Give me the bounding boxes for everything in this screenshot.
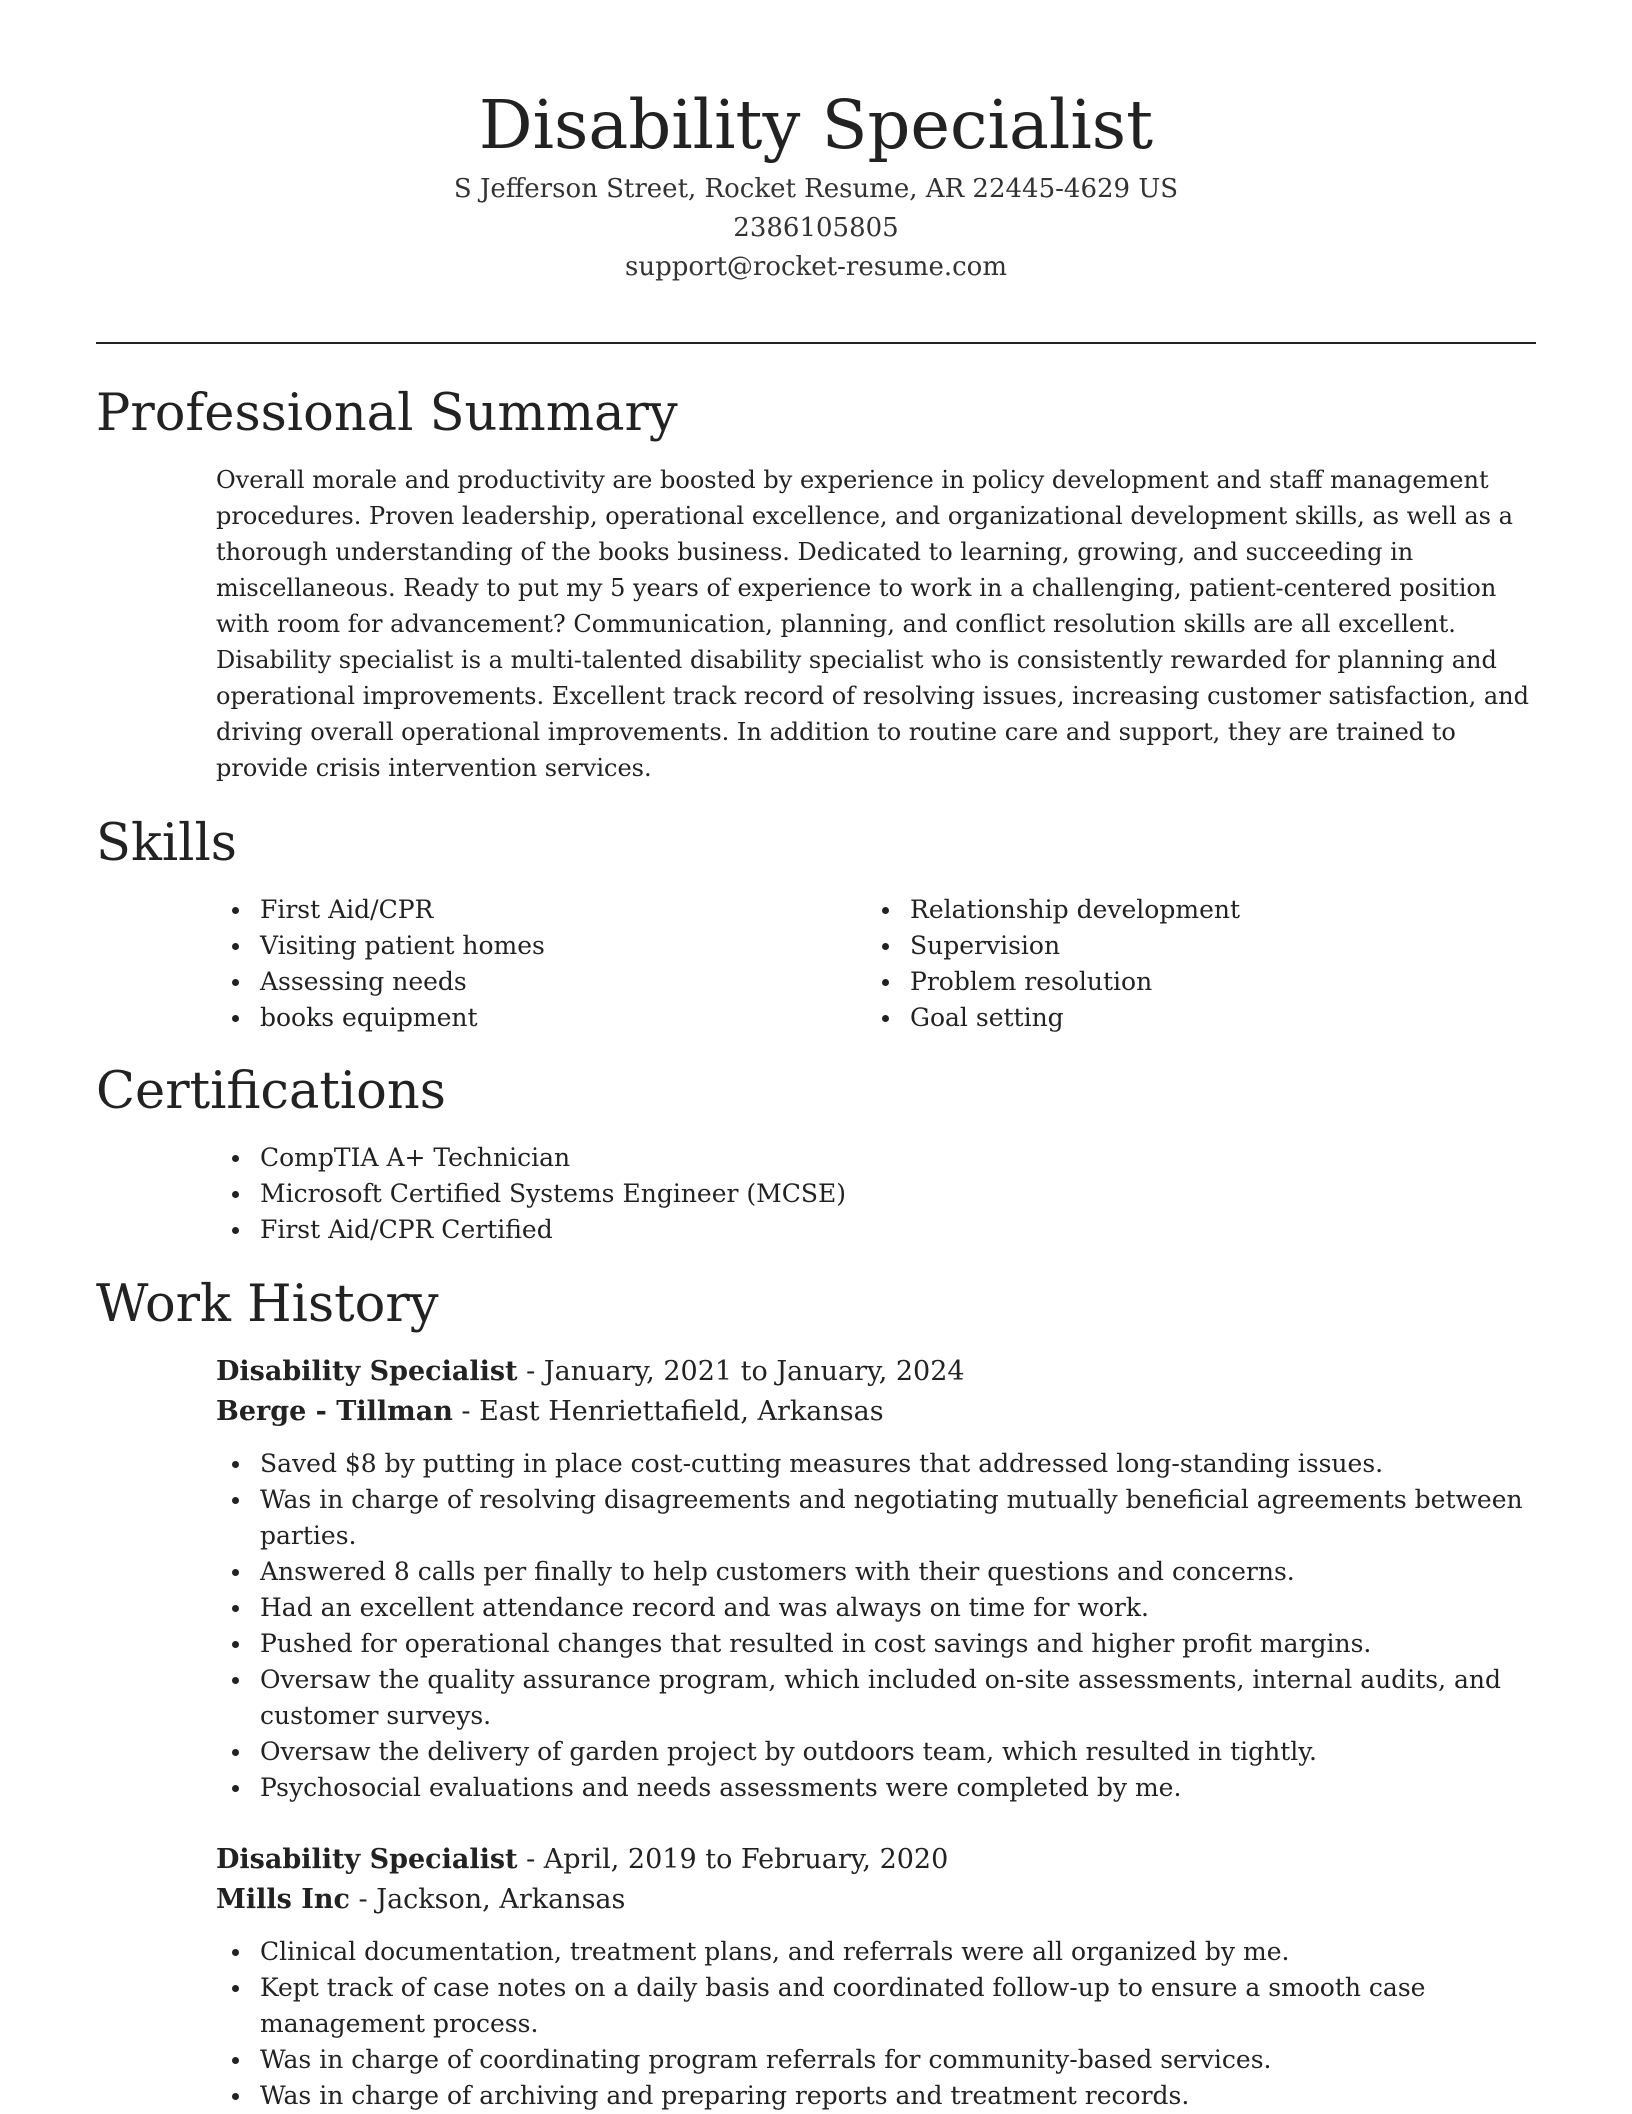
- email: support@rocket-resume.com: [624, 252, 1007, 282]
- job-role: Disability Specialist: [216, 1844, 518, 1875]
- skill-item: Supervision: [866, 928, 1506, 964]
- skill-item: Visiting patient homes: [216, 928, 836, 964]
- job-bullet: Had an excellent attendance record and was always on time for work.: [216, 1590, 1538, 1626]
- certification-item: CompTIA A+ Technician: [216, 1140, 1536, 1176]
- job-location: - Jackson, Arkansas: [349, 1884, 626, 1915]
- section-title-skills: Skills: [96, 814, 237, 873]
- skill-item: books equipment: [216, 1000, 836, 1036]
- job-company: Berge - Tillman: [216, 1396, 453, 1427]
- job-bullet: Was in charge of coordinating program referrals for community-based services.: [216, 2042, 1538, 2078]
- job-company: Mills Inc: [216, 1884, 350, 1915]
- contact-block: [0, 170, 1632, 287]
- skills-list-right: [866, 892, 1506, 1036]
- certification-item: First Aid/CPR Certified: [216, 1212, 1536, 1248]
- job-bullet: Was in charge of resolving disagreements and negotiating mutually beneficial agreements between parties.: [216, 1482, 1538, 1554]
- skill-item: Problem resolution: [866, 964, 1506, 1000]
- certification-item: Microsoft Certified Systems Engineer (MCSE): [216, 1176, 1536, 1212]
- job-bullet: Oversaw the delivery of garden project by outdoors team, which resulted in tightly.: [216, 1734, 1538, 1770]
- job-company-line: [216, 1392, 884, 1432]
- summary-text: Overall morale and productivity are boosted by experience in policy development and staff management procedures. Proven leadership, operational excellence, and organizational development skills, as well as a thorough understanding of the books business. Dedicated to learning, growing, and succeeding in miscellaneous. Ready to put my 5 years of experience to work in a challenging, patient-centered position with room for advancement? Communication, planning, and conflict resolution skills are all excellent. Disability specialist is a multi-talented disability specialist who is consistently rewarded for planning and operational improvements. Excellent track record of resolving issues, increasing customer satisfaction, and driving overall operational improvements. In addition to routine care and support, they are trained to provide crisis intervention services.: [216, 466, 1529, 782]
- resume-header: [0, 80, 1632, 287]
- job-bullet: Was in charge of archiving and preparing reports and treatment records.: [216, 2078, 1538, 2114]
- job-dates: - January, 2021 to January, 2024: [517, 1356, 965, 1387]
- job-bullet: Kept track of case notes on a daily basis and coordinated follow-up to ensure a smooth case management process.: [216, 1970, 1538, 2042]
- job-bullet: Oversaw the quality assurance program, which included on-site assessments, internal audits, and customer surveys.: [216, 1662, 1538, 1734]
- job-bullet: Pushed for operational changes that resulted in cost savings and higher profit margins.: [216, 1626, 1538, 1662]
- skill-item: Goal setting: [866, 1000, 1506, 1036]
- phone: 2386105805: [733, 213, 899, 243]
- section-title-summary: Professional Summary: [96, 384, 678, 443]
- address: S Jefferson Street, Rocket Resume, AR 22445-4629 US: [453, 174, 1179, 204]
- job-dates: - April, 2019 to February, 2020: [517, 1844, 949, 1875]
- job-bullets: [216, 1446, 1538, 1806]
- job-location: - East Henriettafield, Arkansas: [452, 1396, 884, 1427]
- candidate-name: Disability Specialist: [478, 86, 1154, 164]
- section-title-certifications: Certifications: [96, 1062, 446, 1121]
- job-bullets: [216, 1934, 1538, 2114]
- job-title-line: [216, 1352, 965, 1392]
- skill-item: Assessing needs: [216, 964, 836, 1000]
- job-bullet: Saved $8 by putting in place cost-cutting measures that addressed long-standing issues.: [216, 1446, 1538, 1482]
- job-bullet: Answered 8 calls per finally to help customers with their questions and concerns.: [216, 1554, 1538, 1590]
- section-title-work-history: Work History: [96, 1275, 439, 1334]
- certifications-list: [216, 1140, 1536, 1248]
- skill-item: Relationship development: [866, 892, 1506, 928]
- header-divider: [96, 342, 1536, 344]
- skills-list-left: [216, 892, 836, 1036]
- skill-item: First Aid/CPR: [216, 892, 836, 928]
- job-bullet: Psychosocial evaluations and needs assessments were completed by me.: [216, 1770, 1538, 1806]
- job-bullet: Clinical documentation, treatment plans, and referrals were all organized by me.: [216, 1934, 1538, 1970]
- job-company-line: [216, 1880, 625, 1920]
- job-title-line: [216, 1840, 948, 1880]
- job-role: Disability Specialist: [216, 1356, 518, 1387]
